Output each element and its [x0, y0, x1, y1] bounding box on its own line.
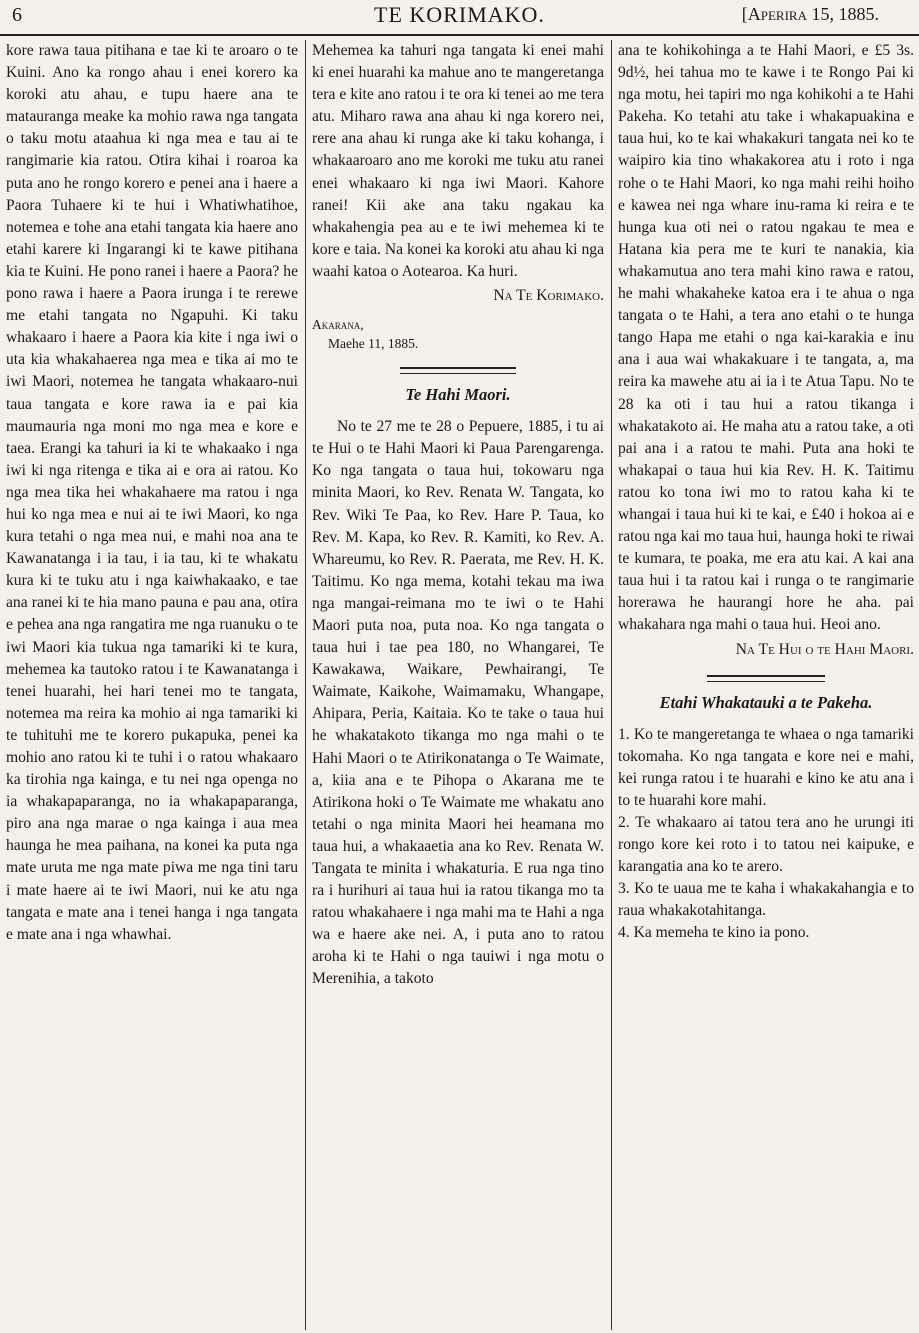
dateline-place: Akarana,: [312, 317, 364, 333]
proverb-item: 2. Te whakaaro ai tatou tera ano he urungi iti rongo kore kei roto i to tatou nei kaipuke, e karangatia ana ko te arero.: [618, 814, 914, 876]
page-number: 6: [12, 4, 22, 26]
proverb-item: 4. Ka memeha te kino ia pono.: [618, 924, 810, 942]
article-signature: Na Te Korimako.: [493, 287, 604, 305]
page-header: [0, 0, 919, 36]
column-divider: [305, 40, 306, 1330]
issue-date: [Aperira 15, 1885.: [741, 4, 879, 24]
article-heading: Etahi Whakatauki a te Pakeha.: [659, 692, 873, 712]
proverb-item: 1. Ko te mangeretanga te whaea o nga tamariki tokomaha. Ko nga tangata e kore nei e mahi, kei runga ratou i te huarahi e kino ke atu ana i to te huarahi kore mahi.: [618, 725, 914, 809]
article-text: ana te kohikohinga a te Hahi Maori, e £5 3s. 9d½, hei tahua mo te kawe i te Rongo Pai ki nga motu, hei tapiri mo nga kohikohi a te Hahi Pakeha. Ko tetahi atu take i whakapuakina e taua hui, ko te kai whakakuri tangata nei ko te waipiro kia tino whakakorea atu i roto i nga rohe o te Hahi Maori, ko nga mahi reihi hoiho e kawea nei nga whare inu-rama ki reira e te hunga kua oti nei o ratou ngakau te mea e Hatana kia pera me te kuri te nanakia, kia whakamutua ano tera mahi kino rawa e ratou, he mahi whakaheke katoa era i te ahua o nga tangata o te Hahi, a tera ano etahi o te hunga tango Hapa me etahi o nga kai-karakia e inu ana i aua wai whakakuare i te tangata, a, ma reira ka mawehe atu ai ia i te Atua Tapu. No te 28 ka oti i tau hui a ratou tikanga i whakatakoto ai. He maha atu a ratou take, a oti pai ana i a ratou te mahi. Puta ana hoki te whakapai o taua hui kia Rev. H. K. Taitimu ratou ko tona iwi mo to ratou kaha ki te whangai i taua hui ki te kai, e £40 i hokoa ai e ratou nga kai mo taua hui, haunga hoki te riwai te kumara, te poaka, me era atu kai. A kai ana taua hui i ta ratou kai i runga o te rangimarie horerawa he haurangi hore he aha. pai whakahara nga mahi o taua hui. Heoi ano.: [618, 42, 914, 634]
column-right: [618, 40, 914, 1330]
article-text: Mehemea ka tahuri nga tangata ki enei mahi ki enei huarahi ka mahue ano te mangeretanga tera e kite ano ratou i te ora ki tenei ao me tera atu. Miharo rawa ana ahau ki nga korero nei, rere ana ahau ki runga ake ki taku kohanga, i whakaaroaro ano me koroki me tuku atu ranei enei whakaaro ki nga iwi Maori. Kahore ranei! Kii ake ana taku ngakau ka whakahengia pea au e te iwi mehemea ki te kore e taia. Na konei ka koroki atu ahau ki nga waahi katoa o Aotearoa. Ka huri.: [312, 42, 604, 280]
article-text: No te 27 me te 28 o Pepuere, 1885, i tu ai te Hui o te Hahi Maori ki Paua Parengarenga. Ko nga tangata o taua hui, tokowaru nga minita Maori, ko Rev. Renata W. Tangata, ko Rev. Wiki Te Paa, ko Rev. Hare P. Taua, ko Rev. M. Kapa, ko Rev. R. Kamiti, ko Rev. A. Whareumu, ko Rev. R. Paerata, me Rev. H. K. Taitimu. Ko nga mema, kotahi tekau ma iwa nga mangai-reimana mo te iwi o te Hahi Maori puta noa, puta noa. Ko nga tangata o taua hui i tae pea 180, no Whangarei, Te Kawakawa, Waikare, Pewhairangi, Te Waimate, Kaikohe, Waimamaku, Whangape, Ahipara, Peria, Kaitaia. Ko te take o taua hui he whakatakoto tikanga mo nga mahi o te Hahi Maori o te Atirikonatanga o Te Waimate, a, kiia ana e te Pihopa o Akarana me te Atirikona hoki o Te Waimate me whakatu ano tetahi o nga minita Maori hei heamana mo taua hui, a whakaaetia ana ko Rev. Renata W. Tangata te minita i whakaturia. E rua nga tino ra i hurihuri ai taua hui ia ratou tikanga mo ta ratou whakahaere i nga mahi ma te Hahi a nga wa e haere ake nei. A, i puta ano to ratou aroha ki te Hahi o nga tauiwi i nga motu o Merenihia, a takoto: [312, 418, 604, 988]
article-heading: Te Hahi Maori.: [405, 385, 511, 405]
column-middle: [312, 40, 604, 1330]
dateline-date: Maehe 11, 1885.: [328, 336, 419, 352]
proverb-item: 3. Ko te uaua me te kaha i whakakahangia e to raua whakakotahitanga.: [618, 880, 914, 920]
article-text: kore rawa taua pitihana e tae ki te aroaro o te Kuini. Ano ka rongo ahau i enei korero ka koroki atu ahau, e tupu haere ana te matauranga meake ka mohio rawa nga tangata o taku motu ataahua ki nga mea e tau ai te rangimarie kia ratou. Otira kihai i roaroa ka puta ano he rongo korero e penei ana i haere a Paora Tuhaere ki te hui i Whatiwhatihoe, notemea e tohe ana etahi tangata kia haere ano etahi karere ki Ingarangi ki te kawe pitihana kia te Kuini. He pono ranei i haere a Paora? he pono rawa i haere a Paora irunga i te rerewe me etahi tangata no Ngapuhi. Ki taku whakaaro i haere a Paora kia kite i nga iwi o uta kia whakahaerea nga mea e tika ai mo te iwi Maori, notemea he tangata whakaaro-nui taua tangata e kore rawa ia e pai kia maumauria nga moni mo nga mea e kore e taea. Erangi ka tahuri ia ki te whakaako i nga iwi ki nga ritenga e tika ai e ora ai ratou. Ko nga mea tika hei whakahaere ma ratou i nga hui ko nga mea e nui ai te iwi Maori, ko nga kura tetahi o nga mea nui, e mahi noa ana te Kawanatanga i ia tau, i ia tau, ki te whakatu kura ki te tuku atu i nga kaiwhakaako, e tae ana ranei ki te hia mano pauna e pau ana, otira e pehea ana nga rangatira me nga ruanuku o te iwi Maori kia tukua nga tamariki ki te kura, mehemea ka tautoko ratou i te Kawanatanga i tenei huarahi, hei hari tenei mo te tangata, notemea ma reira ka mohio ai nga tamariki ki te tuhituhi me te korero pukapuka, penei ka mohio ano ratou ki te tuhi i o ratou whakaaro ka tirohia nga kainga, e tu nei nga openga no ia whakapaparanga, no ia whakapaparanga, piro ana nga marae o nga kainga i aua mea haunga he mea paihana, na konei ka puta nga mate uruta me nga mate piwa me nga tini taru i mate haere ai te iwi Maori, nui ke atu nga tangata e mate ana i tenei hanga i nga tangata e mate ana i nga whawhai.: [6, 42, 298, 943]
newspaper-title: TE KORIMAKO.: [374, 2, 545, 27]
section-rule: [707, 675, 825, 682]
column-divider: [611, 40, 612, 1330]
section-rule: [400, 367, 517, 374]
column-left: [6, 40, 298, 1330]
article-signature: Na Te Hui o te Hahi Maori.: [735, 640, 914, 658]
